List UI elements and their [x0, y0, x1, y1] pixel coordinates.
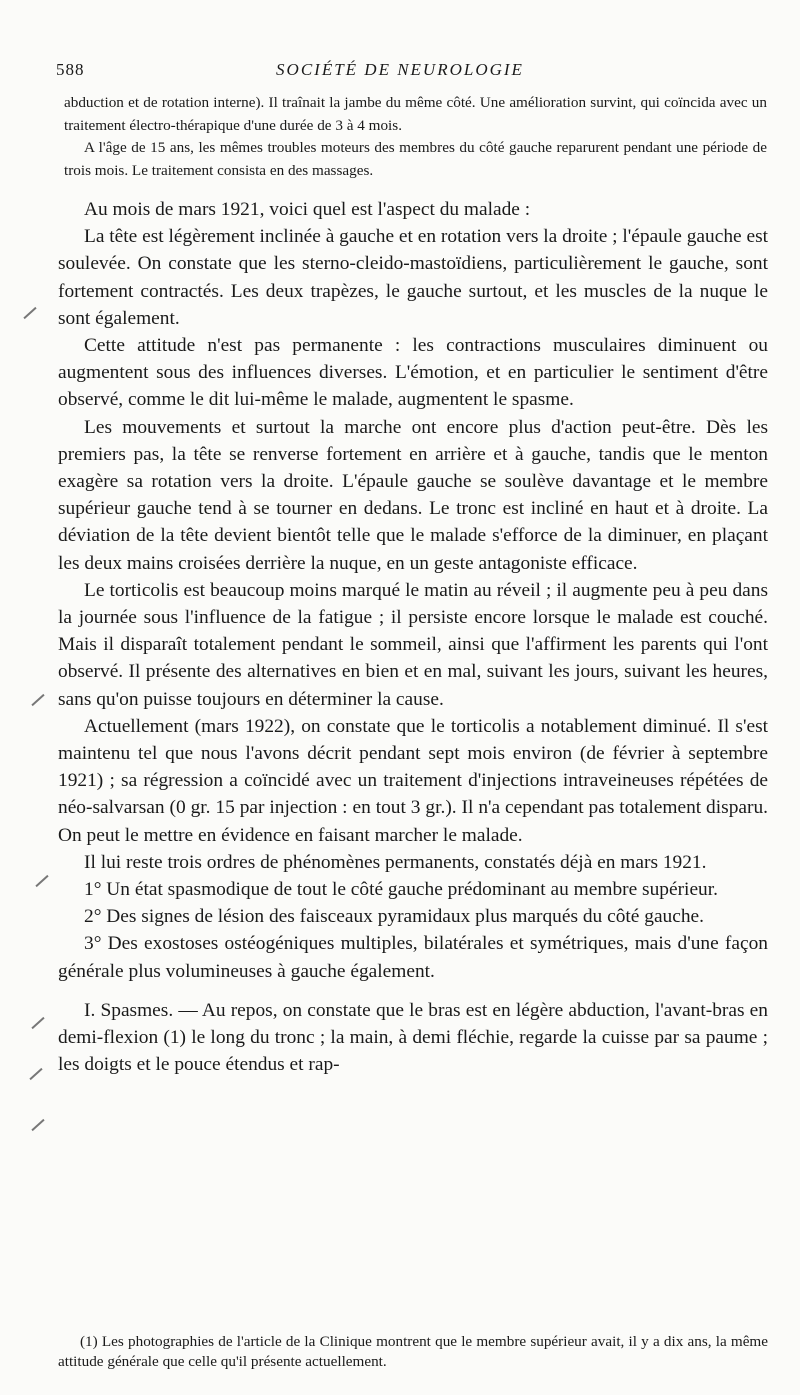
paragraph: Cette attitude n'est pas permanente : les contractions musculaires diminuent ou augmentent sous des influences diverses. L'émotion, et en particulier le sentiment d'être observé, comme le dit lui-même le malade, augmentent le spasme. [58, 335, 768, 411]
margin-mark [31, 1119, 44, 1131]
footnote: (1) Les photographies de l'article de la Clinique montrent que le membre supérieur avait, il y a dix ans, la même attitude générale que celle qu'il présente actuellement. [58, 1333, 768, 1370]
paragraph: Le torticolis est beaucoup moins marqué le matin au réveil ; il augmente peu à peu dans la journée sous l'influence de la fatigue ; il persiste encore lorsque le malade est couché. Mais il disparaît totalement pendant le sommeil, ainsi que l'affirment les parents qui l'ont observé. Il présente des alternatives en bien et en mal, suivant les jours, suivant les heures, sans qu'on puisse toujours en déterminer la cause. [58, 579, 768, 710]
main-text [58, 196, 768, 1079]
margin-mark [31, 1017, 44, 1029]
margin-mark [29, 1068, 42, 1080]
case-history-block [64, 92, 767, 182]
paragraph: La tête est légèrement inclinée à gauche et en rotation vers la droite ; l'épaule gauche est soulevée. On constate que les sterno-cleido-mastoïdiens, particulièrement le gauche, sont fortement contractés. Les deux trapèzes, le gauche surtout, et les muscles de la nuque le sont également. [58, 226, 769, 329]
paragraph: Actuellement (mars 1922), on constate que le torticolis a notablement diminué. Il s'est maintenu tel que nous l'avons décrit pendant sept mois environ (de février à septembre 1921) ; sa régression a coïncidé avec un traitement d'injections intraveineuses répétées de néo-salvarsan (0 gr. 15 par injection : en tout 3 gr.). Il n'a cependant pas totalement disparu. On peut le mettre en évidence en faisant marcher le malade. [58, 715, 768, 846]
paragraph-spasmes: I. Spasmes. — Au repos, on constate que le bras est en légère abduction, l'avant-bras en demi-flexion (1) le long du tronc ; la main, à demi fléchie, regarde la cuisse par sa paume ; les doigts et le pouce étendus et rap- [58, 999, 768, 1076]
history-paragraph: abduction et de rotation interne). Il traînait la jambe du même côté. Une amélioration survint, qui coïncida avec un traitement électro-thérapique d'une durée de 3 à 4 mois. [64, 94, 767, 134]
paragraph: 2° Des signes de lésion des faisceaux pyramidaux plus marqués du côté gauche. [84, 906, 704, 928]
margin-mark [23, 307, 36, 319]
paragraph: Il lui reste trois ordres de phénomènes permanents, constatés déjà en mars 1921. [84, 851, 707, 873]
paragraph: 1° Un état spasmodique de tout le côté gauche prédominant au membre supérieur. [84, 879, 718, 901]
margin-mark [31, 694, 44, 706]
history-paragraph: A l'âge de 15 ans, les mêmes troubles moteurs des membres du côté gauche reparurent pendant une période de trois mois. Le traitement consista en des massages. [64, 139, 767, 179]
page-header [40, 60, 760, 84]
page-number: 588 [56, 60, 85, 79]
paragraph: 3° Des exostoses ostéogéniques multiples, bilatérales et symétriques, mais d'une façon générale plus volumineuses à gauche également. [58, 933, 768, 982]
paragraph: Les mouvements et surtout la marche ont encore plus d'action peut-être. Dès les premiers pas, la tête se renverse fortement en arrière et à gauche, tandis que le menton exagère sa rotation vers la droite. L'épaule gauche se soulève davantage et le membre supérieur gauche tend à se tourner en dedans. Le tronc est incliné en haut et à droite. La déviation de la tête devient bientôt telle que le malade s'efforce de la diminuer, en plaçant les deux mains croisées derrière la nuque, en un geste antagoniste efficace. [58, 416, 768, 574]
running-head: SOCIÉTÉ DE NEUROLOGIE [276, 60, 524, 79]
footnotes [58, 1332, 768, 1372]
margin-mark [35, 875, 48, 887]
paragraph: Au mois de mars 1921, voici quel est l'aspect du malade : [84, 199, 531, 220]
